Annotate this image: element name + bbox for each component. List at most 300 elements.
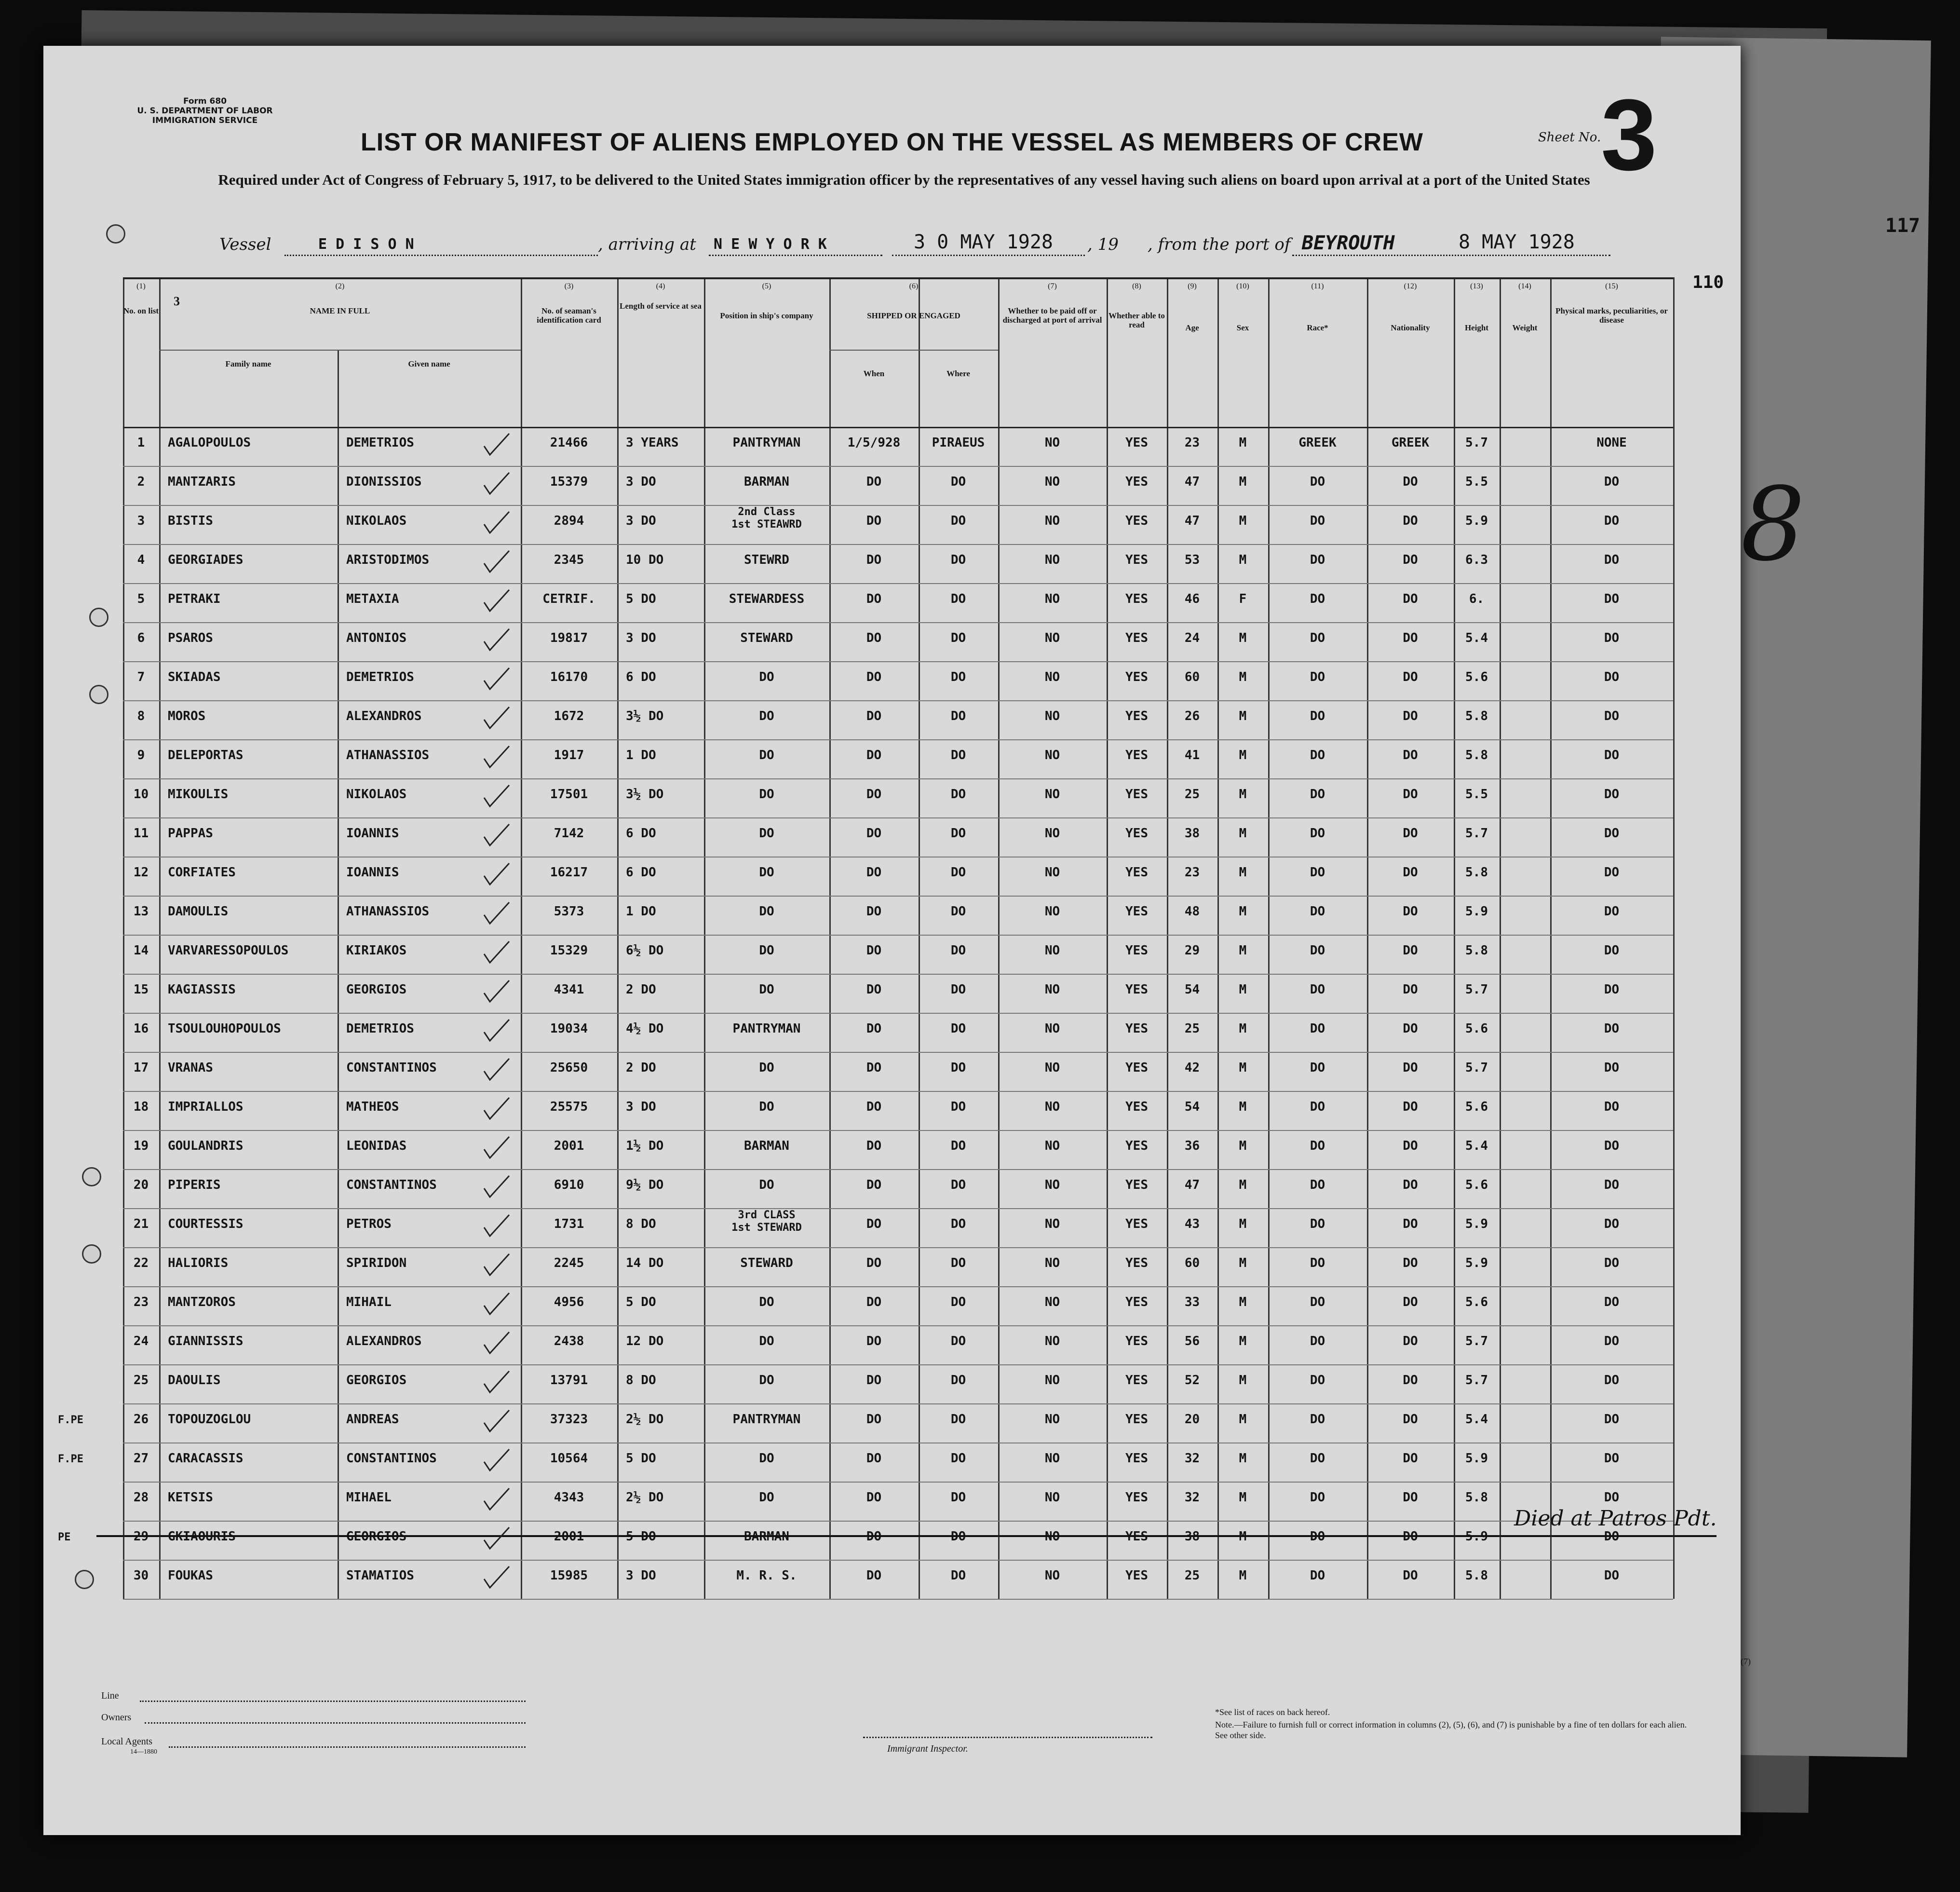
given-name: DEMETRIOS: [346, 436, 414, 450]
height: 5.9: [1465, 904, 1488, 919]
given-name: MIHAIL: [346, 1295, 392, 1309]
vessel-line: [43, 231, 1741, 264]
nationality: DO: [1403, 1256, 1418, 1270]
shipped-where: DO: [950, 1334, 966, 1348]
family-name: PIPERIS: [168, 1178, 221, 1192]
length-of-service: 2½ DO: [626, 1490, 664, 1505]
shipped-where: DO: [950, 1217, 966, 1231]
length-of-service: 3½ DO: [626, 709, 664, 723]
margin-annotation: F.PE: [58, 1453, 83, 1465]
row-number: 20: [133, 1178, 149, 1192]
inspector-underline: [863, 1736, 1152, 1738]
nationality: DO: [1403, 475, 1418, 489]
owners-label: Owners: [101, 1712, 132, 1723]
line-label: Line: [101, 1690, 119, 1701]
paid-off: NO: [1044, 1451, 1060, 1466]
ship-position: PANTRYMAN: [732, 436, 801, 450]
ship-position: STEWARD: [740, 1256, 793, 1270]
column-number: (13): [1470, 282, 1483, 290]
shipped-when: DO: [866, 1021, 882, 1036]
shipped-where: DO: [950, 514, 966, 528]
height: 5.8: [1465, 748, 1488, 762]
margin-annotation: F.PE: [58, 1414, 83, 1426]
height: 5.7: [1465, 1334, 1488, 1348]
able-to-read: YES: [1125, 475, 1148, 489]
ship-position: STEWRD: [744, 553, 789, 567]
given-name: GEORGIOS: [346, 1373, 407, 1388]
table-row: [43, 1325, 1741, 1364]
able-to-read: YES: [1125, 1412, 1148, 1427]
able-to-read: YES: [1125, 514, 1148, 528]
length-of-service: 1 DO: [626, 904, 656, 919]
able-to-read: YES: [1125, 826, 1148, 841]
seaman-id: 1672: [554, 709, 584, 723]
row-number: 13: [133, 904, 149, 919]
nationality: DO: [1403, 865, 1418, 880]
shipped-where: PIRAEUS: [932, 436, 985, 450]
length-of-service: 14 DO: [626, 1256, 664, 1270]
seaman-id: 10564: [550, 1451, 588, 1466]
race: DO: [1310, 1100, 1325, 1114]
shipped-where: DO: [950, 1100, 966, 1114]
column-number: (2): [335, 282, 345, 290]
ship-position: DO: [759, 748, 774, 762]
family-name: TOPOUZOGLOU: [168, 1412, 251, 1427]
paid-off: NO: [1044, 1021, 1060, 1036]
given-name: KIRIAKOS: [346, 943, 407, 958]
able-to-read: YES: [1125, 787, 1148, 802]
age: 60: [1184, 1256, 1200, 1270]
shipped-when: DO: [866, 553, 882, 567]
race: DO: [1310, 631, 1325, 645]
height: 6.: [1469, 592, 1485, 606]
ship-position: DO: [759, 865, 774, 880]
race: DO: [1310, 982, 1325, 997]
race: DO: [1310, 709, 1325, 723]
paid-off: NO: [1044, 1490, 1060, 1505]
paid-off: NO: [1044, 748, 1060, 762]
shipped-when: DO: [866, 826, 882, 841]
sex: M: [1239, 1451, 1247, 1466]
nationality: DO: [1403, 1568, 1418, 1583]
check-mark-icon: [482, 1096, 511, 1125]
shipped-where: DO: [950, 943, 966, 958]
sex: M: [1239, 475, 1247, 489]
form-number: Form 680: [183, 96, 227, 106]
sex: M: [1239, 436, 1247, 450]
paid-off: NO: [1044, 1139, 1060, 1153]
table-row: [43, 1403, 1741, 1443]
family-name: AGALOPOULOS: [168, 436, 251, 450]
given-name: ALEXANDROS: [346, 709, 422, 723]
seaman-id: 16170: [550, 670, 588, 684]
physical-marks: DO: [1604, 826, 1620, 841]
from-label: , from the port of: [1148, 235, 1291, 254]
ship-position: DO: [759, 826, 774, 841]
able-to-read: YES: [1125, 436, 1148, 450]
column-number: (5): [762, 282, 771, 290]
height: 5.8: [1465, 865, 1488, 880]
shipped-when: DO: [866, 631, 882, 645]
age: 41: [1184, 748, 1200, 762]
check-mark-icon: [482, 588, 511, 617]
race: DO: [1310, 826, 1325, 841]
given-name: ATHANASSIOS: [346, 748, 430, 762]
check-mark-icon: [482, 783, 511, 812]
table-row: [43, 466, 1741, 505]
given-name: ALEXANDROS: [346, 1334, 422, 1348]
nationality: DO: [1403, 826, 1418, 841]
age: 47: [1184, 475, 1200, 489]
physical-marks: DO: [1604, 592, 1620, 606]
seaman-id: 13791: [550, 1373, 588, 1388]
shipped-when: DO: [866, 1334, 882, 1348]
table-row: [43, 817, 1741, 857]
nationality: DO: [1403, 1334, 1418, 1348]
nationality: DO: [1403, 1217, 1418, 1231]
seaman-id: 6910: [554, 1178, 584, 1192]
age: 25: [1184, 1568, 1200, 1583]
ship-position: DO: [759, 709, 774, 723]
row-number: 3: [137, 514, 145, 528]
given-name: STAMATIOS: [346, 1568, 414, 1583]
physical-marks: DO: [1604, 943, 1620, 958]
column-number: (15): [1605, 282, 1618, 290]
sheet-number: 3: [1601, 78, 1657, 191]
side-handwritten-number: 8: [1741, 465, 1805, 584]
row-number: 24: [133, 1334, 149, 1348]
race: DO: [1310, 475, 1325, 489]
sex: M: [1239, 1373, 1247, 1388]
row-number: 2: [137, 475, 145, 489]
length-of-service: 2 DO: [626, 1061, 656, 1075]
length-of-service: 2½ DO: [626, 1412, 664, 1427]
ship-position: DO: [759, 1373, 774, 1388]
race: DO: [1310, 1373, 1325, 1388]
age: 23: [1184, 436, 1200, 450]
seaman-id: 2345: [554, 553, 584, 567]
strike-through-line: [96, 1535, 1717, 1537]
row-number: 16: [133, 1021, 149, 1036]
row-number: 19: [133, 1139, 149, 1153]
sex: M: [1239, 748, 1247, 762]
table-row: [43, 1560, 1741, 1599]
sex: M: [1239, 631, 1247, 645]
column-number: (4): [656, 282, 665, 290]
check-mark-icon: [482, 1018, 511, 1047]
shipped-where: DO: [950, 982, 966, 997]
sex: M: [1239, 1178, 1247, 1192]
length-of-service: 5 DO: [626, 1295, 656, 1309]
shipped-when: DO: [866, 982, 882, 997]
check-mark-icon: [482, 627, 511, 656]
family-name: DAMOULIS: [168, 904, 229, 919]
shipped-where: DO: [950, 904, 966, 919]
race-note: *See list of races on back hereof.: [1215, 1707, 1330, 1717]
ship-position: DO: [759, 787, 774, 802]
given-name: MIHAEL: [346, 1490, 392, 1505]
nationality: DO: [1403, 631, 1418, 645]
age: 20: [1184, 1412, 1200, 1427]
header-no-on-list: No. on list: [123, 306, 159, 315]
paid-off: NO: [1044, 436, 1060, 450]
sex: M: [1239, 1295, 1247, 1309]
age: 32: [1184, 1490, 1200, 1505]
length-of-service: 3½ DO: [626, 787, 664, 802]
family-name: VARVARESSOPOULOS: [168, 943, 289, 958]
race: DO: [1310, 1295, 1325, 1309]
header-physical-marks: Physical marks, peculiarities, or disease: [1555, 306, 1668, 325]
shipped-when: DO: [866, 1178, 882, 1192]
paid-off: NO: [1044, 1256, 1060, 1270]
shipped-when: DO: [866, 1412, 882, 1427]
shipped-when: DO: [866, 1217, 882, 1231]
shipped-when: DO: [866, 709, 882, 723]
given-name: METAXIA: [346, 592, 399, 606]
header-able-read: Whether able to read: [1108, 311, 1165, 329]
check-mark-icon: [482, 1525, 511, 1554]
shipped-when: DO: [866, 1256, 882, 1270]
able-to-read: YES: [1125, 1568, 1148, 1583]
table-row: [43, 1013, 1741, 1052]
height: 5.6: [1465, 1021, 1488, 1036]
age: 25: [1184, 787, 1200, 802]
height: 5.6: [1465, 670, 1488, 684]
seaman-id: 2438: [554, 1334, 584, 1348]
family-name: PAPPAS: [168, 826, 213, 841]
height: 5.8: [1465, 1490, 1488, 1505]
given-name: CONSTANTINOS: [346, 1178, 437, 1192]
check-mark-icon: [482, 705, 511, 734]
able-to-read: YES: [1125, 1178, 1148, 1192]
given-name: LEONIDAS: [346, 1139, 407, 1153]
length-of-service: 6 DO: [626, 865, 656, 880]
vessel-underline: [284, 254, 598, 256]
height: 5.4: [1465, 631, 1488, 645]
able-to-read: YES: [1125, 1256, 1148, 1270]
punch-hole: [82, 1244, 101, 1264]
sex: F: [1239, 592, 1247, 606]
physical-marks: DO: [1604, 1100, 1620, 1114]
height: 5.8: [1465, 1568, 1488, 1583]
table-row: [43, 700, 1741, 739]
check-mark-icon: [482, 432, 511, 461]
punch-hole: [75, 1570, 94, 1589]
ship-position: PANTRYMAN: [732, 1021, 801, 1036]
physical-marks: DO: [1604, 1334, 1620, 1348]
check-mark-icon: [482, 1486, 511, 1515]
department-name: U. S. DEPARTMENT OF LABOR: [137, 106, 273, 116]
physical-marks: DO: [1604, 1373, 1620, 1388]
given-name: PETROS: [346, 1217, 392, 1231]
length-of-service: 6 DO: [626, 826, 656, 841]
age: 43: [1184, 1217, 1200, 1231]
shipped-when: DO: [866, 1139, 882, 1153]
ship-position: BARMAN: [744, 1139, 789, 1153]
family-name: VRANAS: [168, 1061, 213, 1075]
ship-position: DO: [759, 904, 774, 919]
shipped-when: DO: [866, 475, 882, 489]
length-of-service: 12 DO: [626, 1334, 664, 1348]
family-name: PSAROS: [168, 631, 213, 645]
length-of-service: 3 DO: [626, 475, 656, 489]
table-row: [43, 544, 1741, 583]
sex: M: [1239, 1334, 1247, 1348]
column-number: (7): [1048, 282, 1057, 290]
agents-underline: [169, 1746, 526, 1748]
given-name: GEORGIOS: [346, 982, 407, 997]
physical-marks: DO: [1604, 904, 1620, 919]
height: 5.7: [1465, 1061, 1488, 1075]
ship-position: DO: [759, 943, 774, 958]
nationality: DO: [1403, 1490, 1418, 1505]
given-name: IOANNIS: [346, 826, 399, 841]
header-position: Position in ship's company: [720, 311, 813, 320]
physical-marks: DO: [1604, 982, 1620, 997]
column-number: (3): [564, 282, 574, 290]
physical-marks: DO: [1604, 1178, 1620, 1192]
shipped-where: DO: [950, 1178, 966, 1192]
length-of-service: 5 DO: [626, 1451, 656, 1466]
shipped-where: DO: [950, 670, 966, 684]
shipped-where: DO: [950, 1568, 966, 1583]
service-name: IMMIGRATION SERVICE: [152, 116, 258, 125]
paid-off: NO: [1044, 475, 1060, 489]
physical-marks: DO: [1604, 787, 1620, 802]
sex: M: [1239, 709, 1247, 723]
shipped-when: DO: [866, 1490, 882, 1505]
race: DO: [1310, 943, 1325, 958]
nationality: DO: [1403, 1061, 1418, 1075]
sex: M: [1239, 1568, 1247, 1583]
table-row: [43, 1286, 1741, 1325]
check-mark-icon: [482, 939, 511, 968]
nationality: DO: [1403, 1178, 1418, 1192]
sheet-label: Sheet No.: [1538, 130, 1601, 145]
able-to-read: YES: [1125, 1295, 1148, 1309]
shipped-where: DO: [950, 1412, 966, 1427]
row-number: 15: [133, 982, 149, 997]
paid-off: NO: [1044, 592, 1060, 606]
check-mark-icon: [482, 1057, 511, 1086]
seaman-id: 19817: [550, 631, 588, 645]
punch-hole: [106, 224, 125, 244]
header-race: Race*: [1307, 323, 1328, 332]
page-subtitle: Required under Act of Congress of February 5, 1917, to be delivered to the United States immigration officer by the representatives of any vessel having such aliens on board upon arrival at a port of the United States: [218, 171, 1590, 188]
race: DO: [1310, 1568, 1325, 1583]
physical-marks: DO: [1604, 1256, 1620, 1270]
length-of-service: 6 DO: [626, 670, 656, 684]
race: DO: [1310, 1451, 1325, 1466]
nationality: DO: [1403, 1295, 1418, 1309]
nationality: DO: [1403, 1373, 1418, 1388]
paid-off: NO: [1044, 514, 1060, 528]
length-of-service: 3 DO: [626, 1100, 656, 1114]
height: 5.4: [1465, 1412, 1488, 1427]
row-number: 27: [133, 1451, 149, 1466]
length-of-service: 4½ DO: [626, 1021, 664, 1036]
row-number: 10: [133, 787, 149, 802]
shipped-when: DO: [866, 1451, 882, 1466]
physical-marks: DO: [1604, 709, 1620, 723]
vessel-label: Vessel: [219, 235, 271, 254]
able-to-read: YES: [1125, 670, 1148, 684]
arrival-date-stamp: 3 0 MAY 1928: [914, 231, 1053, 253]
length-of-service: 3 YEARS: [626, 436, 679, 450]
check-mark-icon: [482, 1174, 511, 1203]
able-to-read: YES: [1125, 1334, 1148, 1348]
given-name: MATHEOS: [346, 1100, 399, 1114]
table-row: [43, 1247, 1741, 1286]
age: 38: [1184, 826, 1200, 841]
header-weight: Weight: [1512, 323, 1538, 332]
ship-position: DO: [759, 1100, 774, 1114]
form-code: 14—1880: [130, 1748, 157, 1756]
length-of-service: 2 DO: [626, 982, 656, 997]
family-name: BISTIS: [168, 514, 213, 528]
race: DO: [1310, 553, 1325, 567]
sex: M: [1239, 1217, 1247, 1231]
paid-off: NO: [1044, 787, 1060, 802]
vessel-name: E D I S O N: [318, 236, 414, 253]
paid-off: NO: [1044, 670, 1060, 684]
owners-underline: [145, 1722, 526, 1724]
table-row: [43, 935, 1741, 974]
height: 5.4: [1465, 1139, 1488, 1153]
length-of-service: 9½ DO: [626, 1178, 664, 1192]
sex: M: [1239, 1412, 1247, 1427]
nationality: DO: [1403, 553, 1418, 567]
paid-off: NO: [1044, 1568, 1060, 1583]
able-to-read: YES: [1125, 1100, 1148, 1114]
physical-marks: DO: [1604, 1568, 1620, 1583]
age: 54: [1184, 982, 1200, 997]
header-sex: Sex: [1236, 323, 1249, 332]
ship-position: PANTRYMAN: [732, 1412, 801, 1427]
table-row: [43, 1208, 1741, 1247]
nationality: DO: [1403, 1412, 1418, 1427]
ship-position: DO: [759, 670, 774, 684]
ship-position: DO: [759, 1178, 774, 1192]
sex: M: [1239, 1139, 1247, 1153]
nationality: DO: [1403, 982, 1418, 997]
physical-marks: DO: [1604, 475, 1620, 489]
height: 5.8: [1465, 943, 1488, 958]
paid-off: NO: [1044, 1100, 1060, 1114]
given-name: NIKOLAOS: [346, 787, 407, 802]
race: DO: [1310, 748, 1325, 762]
age: 33: [1184, 1295, 1200, 1309]
table-row: [43, 1506, 1741, 1560]
physical-marks: DO: [1604, 1139, 1620, 1153]
table-row: [43, 1091, 1741, 1130]
check-mark-icon: [482, 1447, 511, 1476]
seaman-id: 17501: [550, 787, 588, 802]
age: 52: [1184, 1373, 1200, 1388]
height: 5.6: [1465, 1295, 1488, 1309]
able-to-read: YES: [1125, 1490, 1148, 1505]
arriving-label: , arriving at: [598, 235, 696, 254]
ship-position: 2nd Class 1st STEAWRD: [731, 506, 802, 531]
year-label: , 19: [1087, 235, 1119, 254]
seaman-id: 7142: [554, 826, 584, 841]
row-number: 12: [133, 865, 149, 880]
family-name: IMPRIALLOS: [168, 1100, 243, 1114]
penalty-note: Note.—Failure to furnish full or correct information in columns (2), (5), (6), and (7) is punishable by a fine of ten dollars for each alien. See other side.: [1215, 1720, 1687, 1740]
row-number: 21: [133, 1217, 149, 1231]
physical-marks: DO: [1604, 1061, 1620, 1075]
row-number: 17: [133, 1061, 149, 1075]
